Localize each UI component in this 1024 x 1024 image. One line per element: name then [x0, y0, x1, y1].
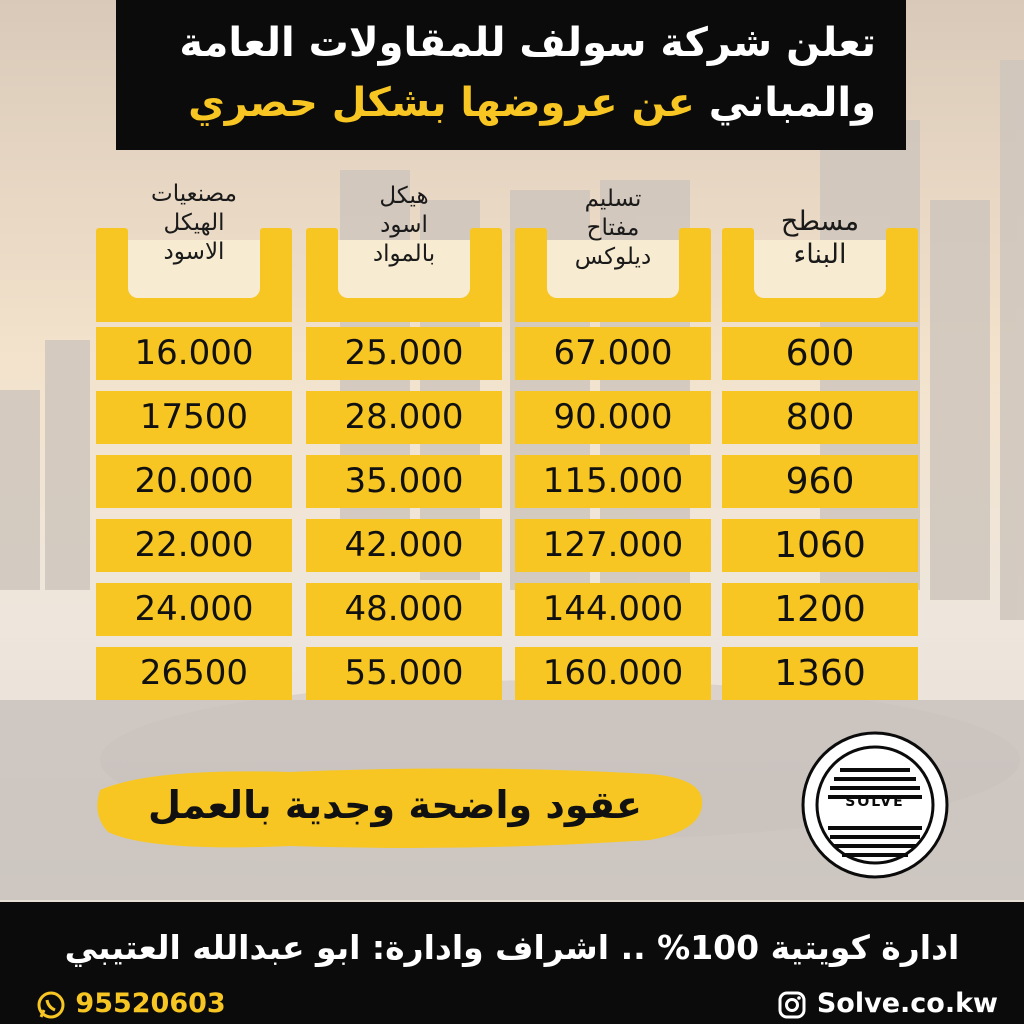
website-contact[interactable]	[777, 986, 998, 1022]
header-line-1: تعلن شركة سولف للمقاولات العامة	[179, 20, 876, 66]
footer-bar	[0, 902, 1024, 1024]
header-word: الاسود	[163, 239, 225, 265]
table-cell: 25.000	[306, 327, 502, 380]
table-cell: 48.000	[306, 583, 502, 636]
header-word: مصنعيات	[151, 181, 237, 207]
slogan-text: عقود واضحة وجدية بالعمل	[147, 783, 643, 827]
table-cell: 144.000	[515, 583, 711, 636]
instagram-icon	[777, 990, 807, 1020]
table-cell: 1060	[722, 519, 918, 572]
table-cell: 24.000	[96, 583, 292, 636]
table-cell: 16.000	[96, 327, 292, 380]
header-word: مفتاح	[586, 215, 640, 241]
table-cell: 28.000	[306, 391, 502, 444]
phone-contact[interactable]	[36, 986, 226, 1022]
column-header-area-label	[722, 205, 918, 271]
column-header-delivery-label	[515, 185, 711, 272]
table-cell: 90.000	[515, 391, 711, 444]
whatsapp-icon	[36, 990, 66, 1020]
header-line-2-prefix: والمباني	[708, 80, 876, 126]
table-cell: 55.000	[306, 647, 502, 700]
table-cell: 42.000	[306, 519, 502, 572]
header-line-2	[116, 78, 876, 128]
header-word: ديلوكس	[574, 244, 652, 270]
table-cell: 960	[722, 455, 918, 508]
header-banner	[116, 0, 906, 150]
header-word: البناء	[793, 239, 847, 270]
phone-number: 95520603	[75, 988, 226, 1019]
header-word: الهيكل	[163, 210, 225, 236]
table-cell: 67.000	[515, 327, 711, 380]
table-cell: 22.000	[96, 519, 292, 572]
table-cell: 160.000	[515, 647, 711, 700]
table-cell: 17500	[96, 391, 292, 444]
table-cell: 800	[722, 391, 918, 444]
column-header-black-frame-materials-label	[306, 182, 502, 269]
table-cell: 26500	[96, 647, 292, 700]
table-cell: 127.000	[515, 519, 711, 572]
header-word: تسليم	[584, 186, 642, 212]
table-cell: 20.000	[96, 455, 292, 508]
table-cell: 1200	[722, 583, 918, 636]
table-cell: 35.000	[306, 455, 502, 508]
logo-text: SOLVE	[845, 794, 905, 810]
header-line-2-highlight: عن عروضها بشكل حصري	[188, 80, 695, 126]
header-word: بالمواد	[372, 241, 436, 267]
column-header-black-frame-labor-label	[96, 180, 292, 267]
header-word: هيكل	[379, 183, 429, 209]
header-word: اسود	[380, 212, 428, 238]
footer-management-text: ادارة كويتية 100% .. اشراف وادارة: ابو عبدالله العتيبي	[64, 928, 960, 967]
website-text: Solve.co.kw	[816, 988, 998, 1019]
header-word: مسطح	[780, 206, 860, 237]
table-cell: 600	[722, 327, 918, 380]
table-cell: 115.000	[515, 455, 711, 508]
table-cell: 1360	[722, 647, 918, 700]
